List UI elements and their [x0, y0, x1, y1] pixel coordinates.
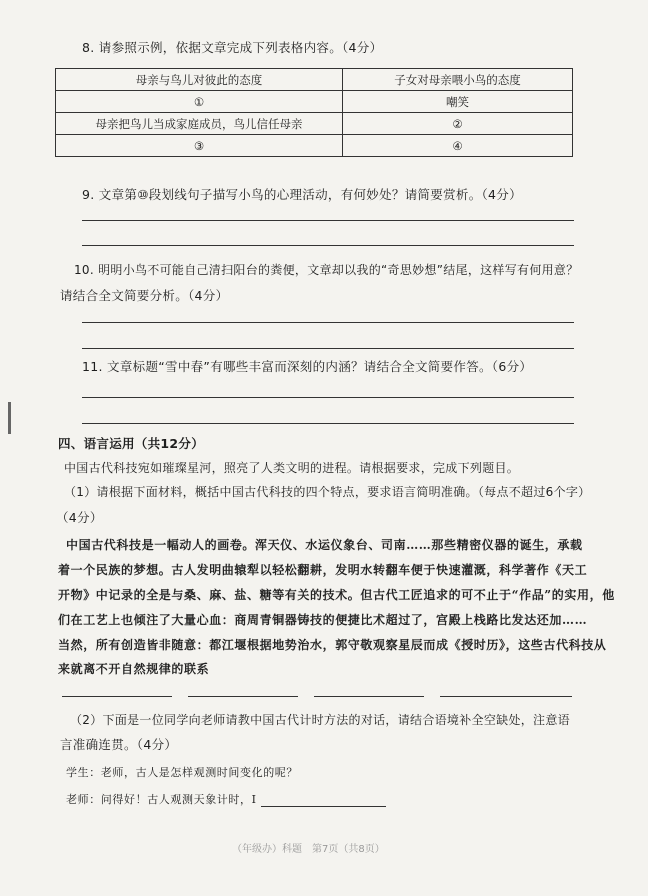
answer-line[interactable] — [82, 397, 574, 398]
answer-line[interactable] — [82, 245, 574, 246]
page-footer: （年级办）科题 第7页（共8页） — [232, 844, 385, 855]
q9-prompt: 9. 文章第⑩段划线句子描写小鸟的心理活动，有何妙处？请简要赏析。（4分） — [82, 187, 522, 202]
table-row — [56, 69, 573, 91]
dialogue-teacher-row — [66, 788, 386, 807]
passage-line: 当然，所有创造皆非随意：都江堰根据地势治水，郭守敬观察星辰而成《授时历》，这些古代科技从 — [58, 638, 607, 652]
table-cell: ① — [56, 91, 343, 113]
blank-4[interactable] — [440, 696, 572, 697]
section-intro: 中国古代科技宛如璀璨星河，照亮了人类文明的进程。请根据要求，完成下列题目。 — [64, 461, 520, 475]
passage-line: 中国古代科技是一幅动人的画卷。浑天仪、水运仪象台、司南……那些精密仪器的诞生，承载 — [66, 538, 583, 552]
table-cell: ④ — [343, 135, 573, 157]
answer-line[interactable] — [82, 348, 574, 349]
table-cell: 嘲笑 — [343, 91, 573, 113]
dialogue-student: 学生：老师，古人是怎样观测时间变化的呢？ — [66, 766, 298, 779]
passage-line: 来就离不开自然规律的联系 — [58, 662, 210, 676]
table-row — [56, 113, 573, 135]
blank-3[interactable] — [314, 696, 424, 697]
sub1-prompt-line1: （1）请根据下面材料，概括中国古代科技的四个特点，要求语言简明准确。（每点不超过6个字） — [64, 485, 591, 499]
q8-prompt: 8. 请参照示例，依据文章完成下列表格内容。（4分） — [82, 40, 383, 55]
q11-prompt: 11. 文章标题“雪中春”有哪些丰富而深刻的内涵？请结合全文简要作答。（6分） — [82, 359, 533, 374]
sub1-prompt-line2: （4分） — [56, 510, 103, 525]
table-cell: ② — [343, 113, 573, 135]
q10-prompt-line1: 10. 明明小鸟不可能自己清扫阳台的粪便，文章却以我的“奇思妙想”结尾，这样写有何用意？ — [74, 263, 579, 277]
margin-mark — [8, 402, 11, 434]
sub2-prompt-line1: （2）下面是一位同学向老师请教中国古代计时方法的对话，请结合语境补全空缺处，注意语 — [70, 713, 570, 727]
passage-line: 着一个民族的梦想。古人发明曲辕犁以轻松翻耕，发明水转翻车便于快速灌溉，科学著作《天工 — [58, 563, 588, 577]
passage-line: 开物》中记录的全是与桑、麻、盐、糖等有关的技术。但古代工匠追求的可不止于“作品”的实用，他 — [58, 588, 615, 602]
q8-table — [55, 68, 573, 157]
blank-1[interactable] — [62, 696, 172, 697]
table-header-cell: 母亲与鸟儿对彼此的态度 — [56, 69, 343, 91]
table-row — [56, 91, 573, 113]
table-header-cell: 子女对母亲喂小鸟的态度 — [343, 69, 573, 91]
answer-line[interactable] — [82, 220, 574, 221]
passage-line: 们在工艺上也倾注了大量心血：商周青铜器铸技的便捷比术超过了，宫殿上栈路比发达还加…… — [58, 613, 588, 627]
answer-line[interactable] — [82, 423, 574, 424]
dialogue-teacher: 老师：问得好！古人观测天象计时，Ⅰ — [66, 793, 257, 806]
answer-line[interactable] — [82, 322, 574, 323]
blank-2[interactable] — [188, 696, 298, 697]
table-row — [56, 135, 573, 157]
sub2-prompt-line2: 言准确连贯。（4分） — [60, 737, 178, 752]
table-cell: ③ — [56, 135, 343, 157]
blank-i[interactable] — [261, 794, 386, 807]
section-title: 四、语言运用（共12分） — [58, 436, 204, 451]
table-cell: 母亲把鸟儿当成家庭成员，鸟儿信任母亲 — [56, 113, 343, 135]
q10-prompt-line2: 请结合全文简要分析。（4分） — [60, 288, 229, 303]
